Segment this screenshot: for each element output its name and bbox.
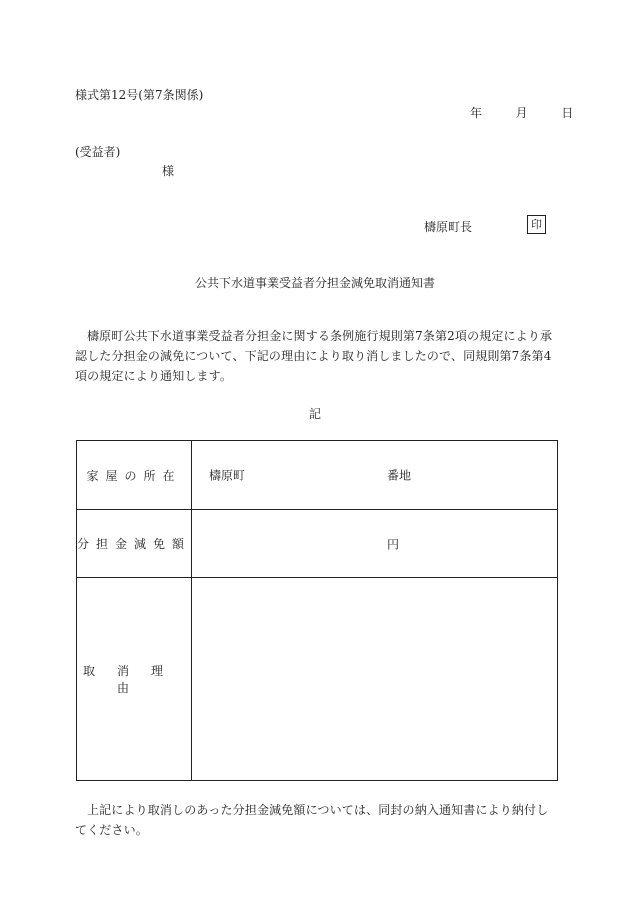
banchi-suffix: 番地 [387,468,412,483]
reduction-amount-field[interactable] [192,510,558,578]
cancel-reason-field[interactable] [192,578,558,781]
yen-unit: 円 [387,537,400,551]
issuer-title: 檮原町長 [424,220,473,234]
form-number: 様式第12号(第7条関係) [75,88,204,102]
date-month: 月 [515,106,528,120]
footer-paragraph: 上記により取消しのあった分担金減免額については、同封の納入通知書により納付してください。 [75,803,549,837]
recipient-honorific: 様 [162,164,175,178]
body-paragraph: 檮原町公共下水道事業受益者分担金に関する条例施行規則第7条第2項の規定により承認した分担金の減免について、下記の理由により取り消しましたので、同規則第7条第4項の規定により通知します。 [75,329,553,383]
house-location-label: 家屋の所在 [77,441,192,510]
town-name: 檮原町 [209,468,246,483]
detail-table [76,440,558,781]
recipient-label: (受益者) [75,145,121,159]
date-year: 年 [470,106,483,120]
table-row-cancel-reason [77,578,558,781]
document-title: 公共下水道事業受益者分担金減免取消通知書 [194,276,435,290]
date-day: 日 [561,106,574,120]
date-line [470,104,573,121]
house-location-field[interactable] [192,441,558,510]
reduction-amount-label: 分担金減免額 [77,510,192,578]
cancel-reason-label: 取消理由 [77,578,192,781]
seal-stamp: 印 [527,215,546,234]
table-row-reduction-amount [77,510,558,578]
table-row-house-location [77,441,558,510]
ki-heading: 記 [308,407,321,421]
